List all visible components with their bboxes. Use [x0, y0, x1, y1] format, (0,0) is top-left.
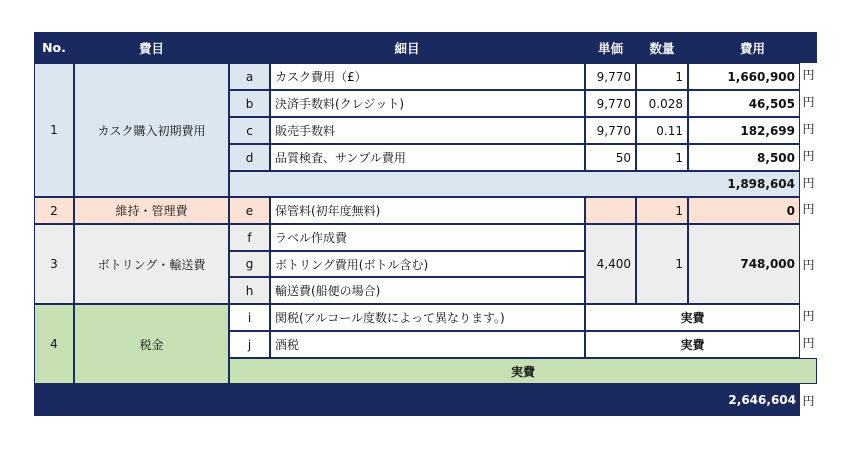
item-j-code: j: [229, 331, 270, 358]
total-row: [34, 384, 800, 416]
item-a-yen: 円: [800, 63, 817, 85]
header-cost: 費用: [688, 32, 817, 63]
item-i-code: i: [229, 304, 270, 331]
header-quantity: 数量: [636, 32, 688, 63]
group-3-name: ボトリング・輸送費: [74, 224, 229, 304]
item-d-cost: 8,500: [688, 144, 800, 171]
item-b-unit-price: 9,770: [585, 90, 636, 117]
item-c-qty: 0.11: [636, 117, 688, 144]
item-a-cost: 1,660,900: [688, 63, 800, 90]
header-category: 費目: [74, 32, 229, 63]
grand-total: 2,646,604: [688, 384, 800, 416]
grand-total-yen: 円: [800, 384, 817, 416]
cost-table: [34, 32, 817, 416]
item-b-label: 決済手数料(クレジット): [270, 90, 585, 117]
item-e-label: 保管料(初年度無料): [270, 197, 585, 224]
item-g-code: g: [229, 251, 270, 277]
item-b-qty: 0.028: [636, 90, 688, 117]
group-4-subtotal: 実費: [229, 358, 817, 384]
item-f-code: f: [229, 224, 270, 251]
group-1-subtotal-yen: 円: [800, 171, 817, 193]
group-1-name: カスク購入初期費用: [74, 63, 229, 197]
item-a-code: a: [229, 63, 270, 90]
item-e-unit-price: [585, 197, 636, 224]
group-3-cost: 748,000: [688, 224, 800, 304]
item-i-yen: 円: [800, 304, 817, 326]
item-j-label: 酒税: [270, 331, 585, 358]
item-f-label: ラベル作成費: [270, 224, 585, 251]
item-j-yen: 円: [800, 331, 817, 353]
group-1-no: 1: [34, 63, 74, 197]
group-3-no: 3: [34, 224, 74, 304]
item-b-code: b: [229, 90, 270, 117]
group-1-subtotal: 1,898,604: [229, 171, 800, 197]
group-3-qty: 1: [636, 224, 688, 304]
item-b-yen: 円: [800, 90, 817, 112]
item-g-label: ボトリング費用(ボトル含む): [270, 251, 585, 277]
item-d-label: 品質検査、サンプル費用: [270, 144, 585, 171]
item-a-qty: 1: [636, 63, 688, 90]
item-d-qty: 1: [636, 144, 688, 171]
header-no: No.: [34, 32, 74, 63]
item-e-yen: 円: [800, 197, 817, 219]
item-h-label: 輸送費(船便の場合): [270, 277, 585, 304]
group-2-name: 維持・管理費: [74, 197, 229, 224]
item-d-code: d: [229, 144, 270, 171]
header-unit-price: 単価: [585, 32, 636, 63]
group-4-name: 税金: [74, 304, 229, 384]
group-2-no: 2: [34, 197, 74, 224]
item-e-cost: 0: [688, 197, 800, 224]
item-c-code: c: [229, 117, 270, 144]
item-e-qty: 1: [636, 197, 688, 224]
item-c-yen: 円: [800, 117, 817, 139]
item-i-cost: 実費: [585, 304, 800, 331]
group-4-no: 4: [34, 304, 74, 384]
item-d-yen: 円: [800, 144, 817, 166]
item-b-cost: 46,505: [688, 90, 800, 117]
item-a-unit-price: 9,770: [585, 63, 636, 90]
group-3-yen: 円: [800, 224, 817, 304]
group-3-unit-price: 4,400: [585, 224, 636, 304]
item-a-label: カスク費用（£）: [270, 63, 585, 90]
item-j-cost: 実費: [585, 331, 800, 358]
header-detail: 細目: [229, 32, 585, 63]
item-i-label: 関税(アルコール度数によって異なります。): [270, 304, 585, 331]
item-e-code: e: [229, 197, 270, 224]
item-c-unit-price: 9,770: [585, 117, 636, 144]
item-c-label: 販売手数料: [270, 117, 585, 144]
item-h-code: h: [229, 277, 270, 304]
item-c-cost: 182,699: [688, 117, 800, 144]
item-d-unit-price: 50: [585, 144, 636, 171]
